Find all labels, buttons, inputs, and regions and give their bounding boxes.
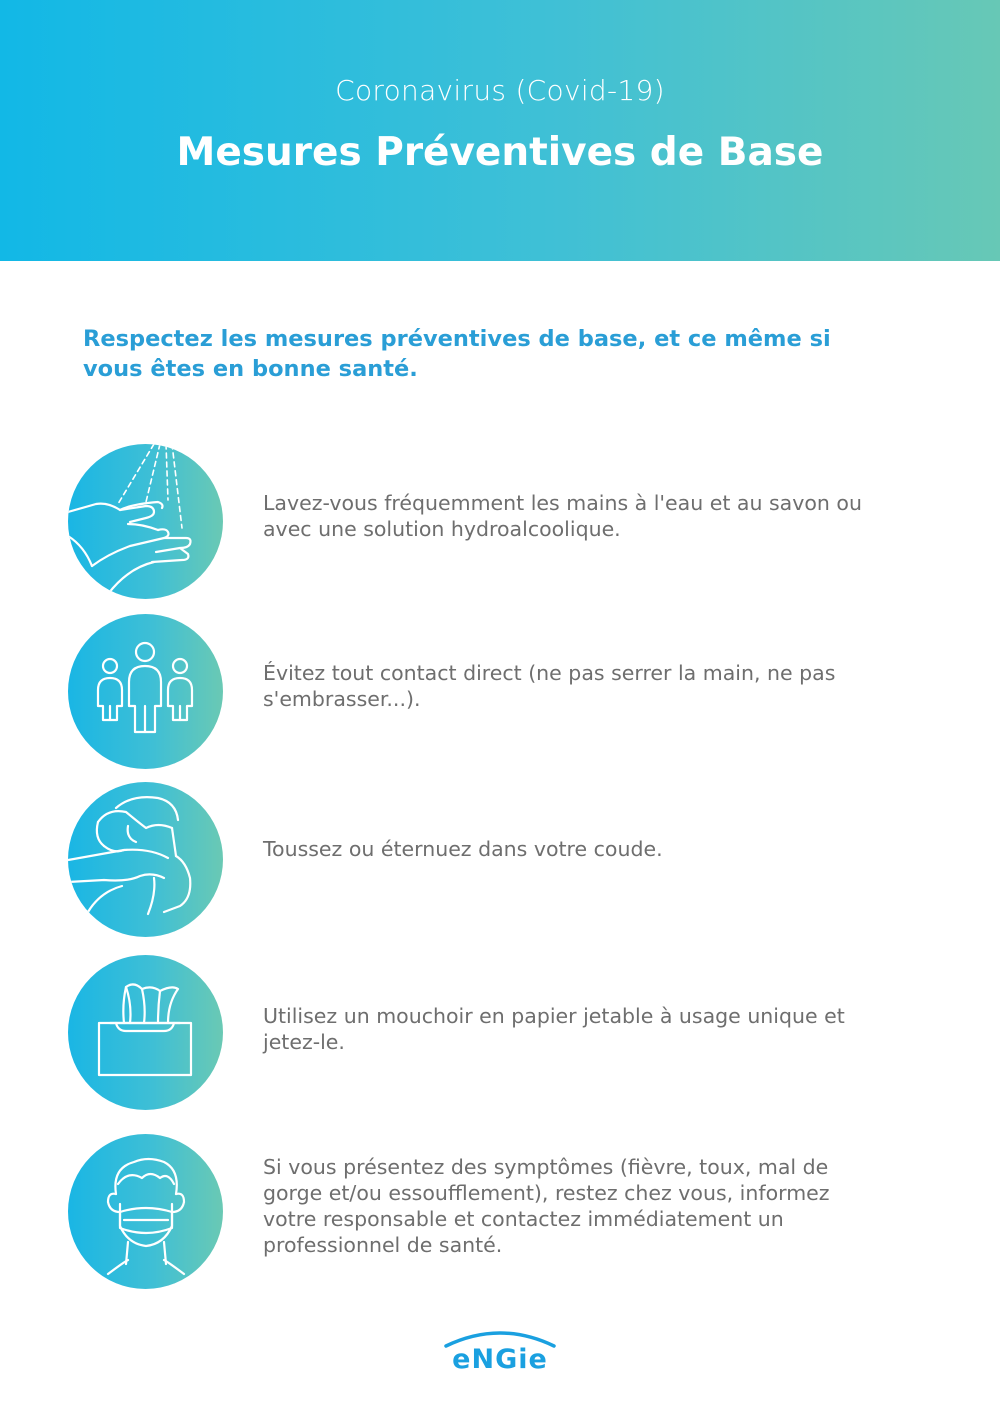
measure-item-avoid-contact bbox=[68, 614, 898, 769]
measure-text: Lavez-vous fréquemment les mains à l'eau et au savon ou avec une solution hydroalcoolique. bbox=[263, 491, 862, 541]
intro-text: Respectez les mesures préventives de base, et ce même si vous êtes en bonne santé. bbox=[83, 326, 831, 382]
header-banner bbox=[0, 0, 1000, 261]
logo-text: eNGie bbox=[452, 1344, 548, 1375]
measure-text: Si vous présentez des symptômes (fièvre, toux, mal de gorge et/ou essoufflement), restez chez vous, informez votre responsable et contactez immédiatement un professionnel de santé. bbox=[263, 1155, 830, 1257]
measure-text: Toussez ou éternuez dans votre coude. bbox=[263, 837, 663, 861]
measure-item-cough-elbow bbox=[68, 782, 898, 937]
hand-washing-icon bbox=[68, 444, 223, 599]
measure-text: Évitez tout contact direct (ne pas serrer la main, ne pas s'embrasser...). bbox=[263, 661, 836, 711]
cough-elbow-icon bbox=[68, 782, 223, 937]
people-distance-icon bbox=[68, 614, 223, 769]
measure-item-symptoms bbox=[68, 1134, 898, 1289]
tissue-box-icon bbox=[68, 955, 223, 1110]
header-subtitle: Coronavirus (Covid-19) bbox=[335, 74, 665, 107]
engie-logo bbox=[430, 1324, 570, 1384]
page-title: Mesures Préventives de Base bbox=[176, 130, 824, 175]
measure-item-tissue bbox=[68, 955, 898, 1110]
measure-item-hand-washing bbox=[68, 444, 898, 599]
measure-text: Utilisez un mouchoir en papier jetable à usage unique et jetez-le. bbox=[263, 1004, 845, 1054]
face-mask-icon bbox=[68, 1134, 223, 1289]
